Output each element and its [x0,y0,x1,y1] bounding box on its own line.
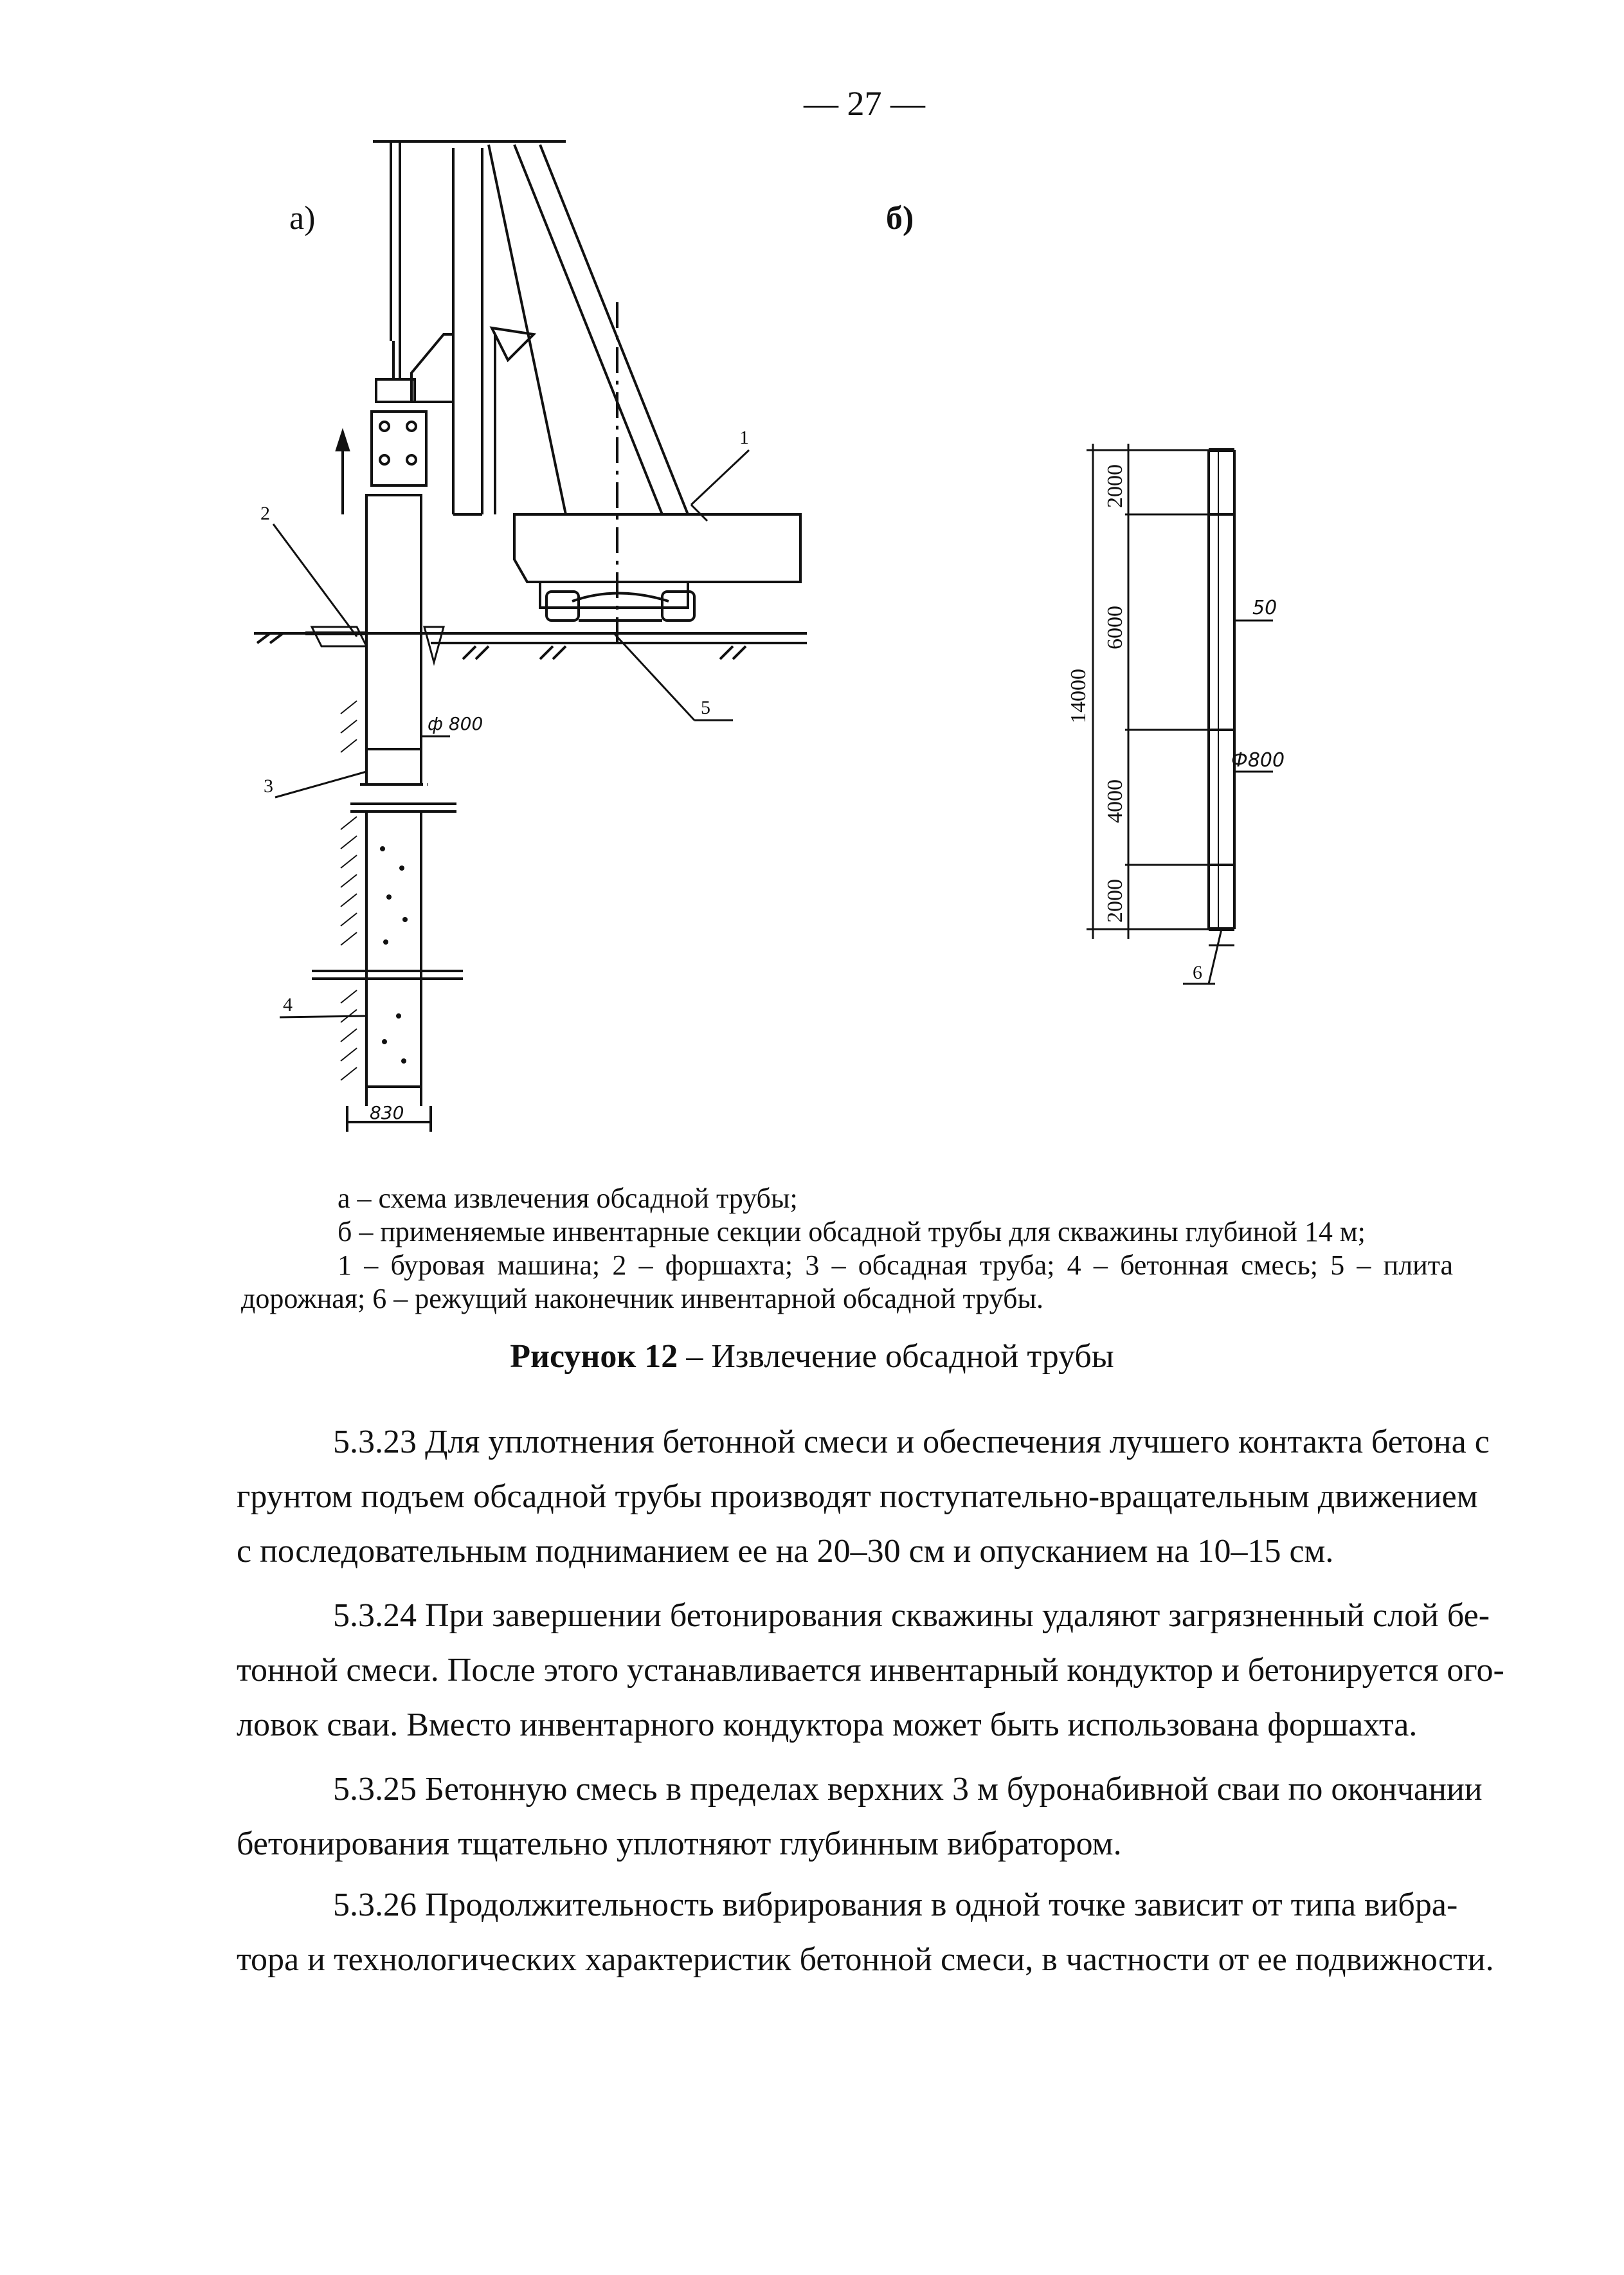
dim-total: 14000 [1067,669,1090,723]
paragraph-line: тора и технологических характеристик бетонной смеси, в частности от ее подвижности. [237,1941,1494,1978]
legend-line-2: б – применяемые инвентарные секции обсадной трубы для скважины глубиной 14 м; [338,1216,1366,1247]
paragraph-5-3-26 [237,1878,1494,1987]
figure-title-text: – Извлечение обсадной трубы [678,1338,1114,1375]
ground-and-plate [254,627,807,662]
paragraph-line: тонной смеси. После этого устанавливается инвентарный кондуктор и бетонируется ого- [237,1652,1504,1689]
paragraph-line: 5.3.23 Для уплотнения бетонной смеси и обеспечения лучшего контакта бетона с [333,1424,1490,1460]
callout-2: 2 [260,503,270,524]
figure-title-number: Рисунок 12 [510,1338,678,1375]
callout-3: 3 [264,775,273,797]
paragraph-line: бетонирования тщательно уплотняют глубинным вибратором. [237,1826,1122,1862]
drilling-machine [514,514,800,621]
callout-4: 4 [283,994,293,1015]
paragraph-line: ловок сваи. Вместо инвентарного кондуктора может быть использована форшахта. [237,1707,1418,1743]
wall-thickness-label: 50 [1252,597,1277,619]
dim-section-3: 4000 [1103,779,1127,823]
page-number: — 27 — [804,84,925,123]
figure-title [0,1337,1624,1375]
callout-5: 5 [701,697,710,718]
legend-line-3: 1 – буровая машина; 2 – форшахта; 3 – обсадная труба; 4 – бетонная смесь; 5 – плита [338,1249,1453,1281]
figure-label-b: б) [886,200,914,237]
legend-line-1: а – схема извлечения обсадной трубы; [338,1183,798,1214]
paragraph-line: 5.3.24 При завершении бетонирования скважины удаляют загрязненный слой бе- [333,1597,1490,1634]
dim-section-2: 6000 [1103,606,1127,649]
casing-diameter-label: ф 800 [428,713,483,734]
paragraph-5-3-24 [237,1588,1504,1752]
callout-1: 1 [739,427,749,448]
paragraph-line: с последовательным подниманием ее на 20–30 см и опусканием на 10–15 см. [237,1533,1334,1570]
concrete-column [312,701,463,1132]
callout-6: 6 [1193,962,1202,983]
legend-line-4: дорожная; 6 – режущий наконечник инвентарной обсадной трубы. [241,1283,1044,1314]
paragraph-5-3-23 [237,1415,1490,1579]
dim-section-1: 2000 [1103,464,1127,508]
paragraph-line: грунтом подъем обсадной трубы производят поступательно-вращательным движением [237,1478,1478,1515]
diameter-label: Ф800 [1231,749,1285,772]
paragraph-line: 5.3.25 Бетонную смесь в пределах верхних 3 м буронабивной сваи по окончании [333,1771,1483,1808]
paragraph-5-3-25 [237,1762,1483,1871]
paragraph-line: 5.3.26 Продолжительность вибрирования в одной точке зависит от типа вибра- [333,1887,1458,1923]
pile-width-label: 830 [370,1102,404,1123]
figure-label-a: а) [289,200,316,237]
dim-section-4: 2000 [1103,879,1127,923]
casing-pipe [350,495,456,811]
